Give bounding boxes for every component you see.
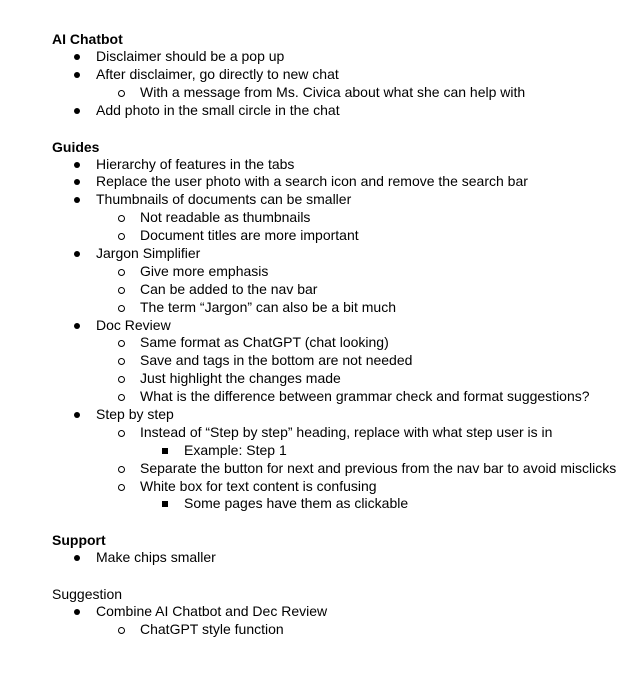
bullet-disc-icon <box>74 162 80 168</box>
list-item-text: Step by step <box>96 406 174 423</box>
list-item <box>52 549 632 567</box>
bullet-disc-icon <box>74 323 80 329</box>
list-item <box>52 156 632 174</box>
list-item <box>52 406 632 424</box>
section-support <box>52 531 632 567</box>
list-item-text: Disclaimer should be a pop up <box>96 48 285 64</box>
list-item <box>52 84 632 102</box>
section-ai-chatbot <box>52 30 632 120</box>
bullet-circle-icon <box>118 305 125 312</box>
list-item-text: With a message from Ms. Civica about what she can help with <box>140 83 526 100</box>
list-item <box>52 173 632 191</box>
bullet-circle-icon <box>118 484 125 491</box>
list-item-text: Give more emphasis <box>140 262 269 279</box>
bullet-circle-icon <box>118 287 125 294</box>
bullet-circle-icon <box>118 466 125 473</box>
list-item <box>52 388 632 406</box>
section-guides <box>52 138 632 514</box>
bullet-disc-icon <box>74 179 80 185</box>
list-item <box>52 299 632 317</box>
list-item <box>52 263 632 281</box>
list-item <box>52 227 632 245</box>
list-item <box>52 621 632 639</box>
list-item-text: Combine AI Chatbot and Dec Review <box>96 603 328 620</box>
bullet-disc-icon <box>74 108 80 114</box>
list-item <box>52 442 632 460</box>
list-item <box>52 495 632 513</box>
bullet-disc-icon <box>74 72 80 78</box>
bullet-disc-icon <box>74 609 80 615</box>
list-item-text: Can be added to the nav bar <box>140 280 318 297</box>
bullet-circle-icon <box>118 358 125 365</box>
list-item-text: Hierarchy of features in the tabs <box>96 155 295 172</box>
list-item <box>52 424 632 442</box>
list-item-text: Example: Step 1 <box>184 441 287 458</box>
list-item-text: After disclaimer, go directly to new chat <box>96 65 339 82</box>
list-item <box>52 478 632 496</box>
list-item <box>52 48 632 66</box>
list-item <box>52 245 632 263</box>
document-body <box>52 30 632 657</box>
section-heading: AI Chatbot <box>52 31 123 47</box>
list-item-text: Just highlight the changes made <box>140 370 341 387</box>
bullet-square-icon <box>162 448 168 454</box>
list-item <box>52 603 632 621</box>
bullet-circle-icon <box>118 233 125 240</box>
list-item-text: Replace the user photo with a search icon and remove the search bar <box>96 173 528 190</box>
section-heading: Suggestion <box>52 586 123 603</box>
list-item-text: Doc Review <box>96 316 171 333</box>
bullet-circle-icon <box>118 430 125 437</box>
list-item <box>52 334 632 352</box>
bullet-disc-icon <box>74 197 80 203</box>
bullet-disc-icon <box>74 412 80 418</box>
bullet-circle-icon <box>118 627 125 634</box>
list-item-text: Separate the button for next and previous from the nav bar to avoid misclicks <box>140 459 617 476</box>
bullet-disc-icon <box>74 54 80 60</box>
list-item-text: What is the difference between grammar check and format suggestions? <box>140 388 590 405</box>
bullet-circle-icon <box>118 269 125 276</box>
list-item-text: Not readable as thumbnails <box>140 209 311 226</box>
list-item <box>52 209 632 227</box>
section-heading: Guides <box>52 138 100 155</box>
list-item-text: Jargon Simplifier <box>96 245 201 262</box>
list-item-text: Same format as ChatGPT (chat looking) <box>140 334 389 351</box>
bullet-circle-icon <box>118 340 125 347</box>
list-item <box>52 281 632 299</box>
list-item <box>52 66 632 84</box>
bullet-circle-icon <box>118 376 125 383</box>
bullet-circle-icon <box>118 394 125 401</box>
list-item <box>52 317 632 335</box>
bullet-disc-icon <box>74 555 80 561</box>
list-item-text: The term “Jargon” can also be a bit much <box>140 298 397 315</box>
list-item-text: Instead of “Step by step” heading, replace with what step user is in <box>140 423 553 440</box>
bullet-circle-icon <box>118 90 125 97</box>
list-item-text: Document titles are more important <box>140 227 359 244</box>
list-item-text: ChatGPT style function <box>140 621 284 638</box>
bullet-disc-icon <box>74 251 80 257</box>
list-item <box>52 102 632 120</box>
list-item-text: Save and tags in the bottom are not needed <box>140 352 413 369</box>
list-item-text: Add photo in the small circle in the chat <box>96 101 340 118</box>
list-item <box>52 460 632 478</box>
section-heading: Support <box>52 532 106 549</box>
list-item-text: White box for text content is confusing <box>140 477 377 494</box>
list-item-text: Thumbnails of documents can be smaller <box>96 191 352 208</box>
bullet-circle-icon <box>118 215 125 222</box>
list-item-text: Make chips smaller <box>96 549 216 566</box>
list-item <box>52 370 632 388</box>
section-suggestion <box>52 585 632 639</box>
bullet-square-icon <box>162 501 168 507</box>
list-item <box>52 352 632 370</box>
list-item <box>52 191 632 209</box>
list-item-text: Some pages have them as clickable <box>184 495 409 512</box>
